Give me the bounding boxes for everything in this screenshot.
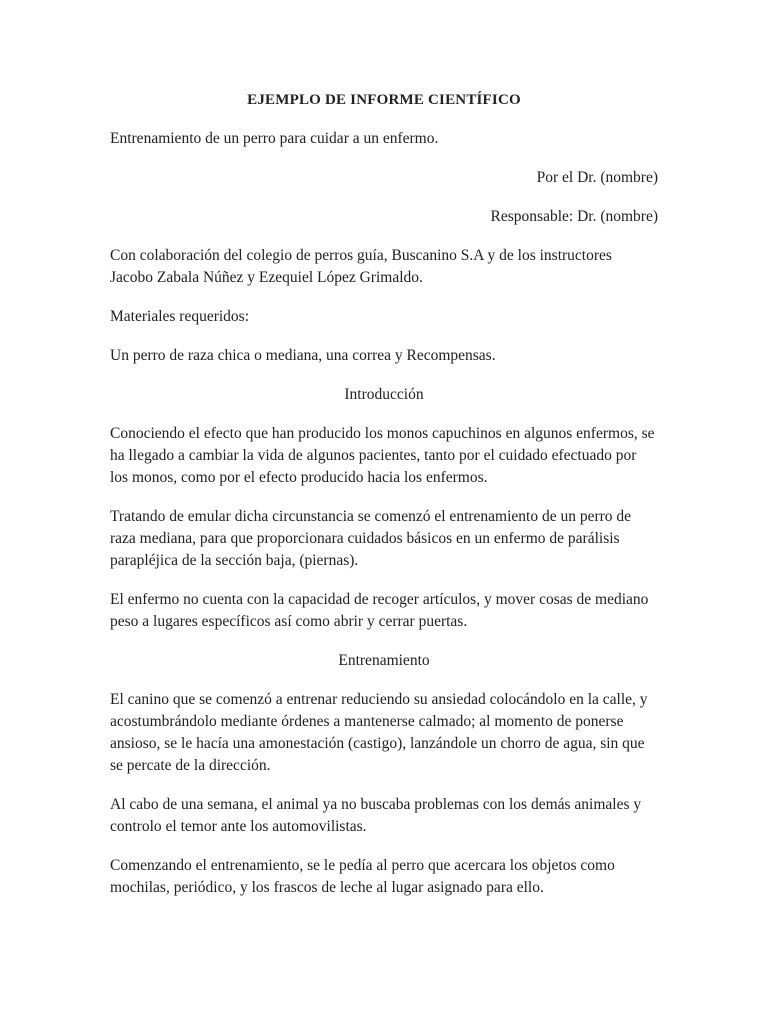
author-line: Por el Dr. (nombre) — [536, 169, 658, 186]
materials-label: Materiales requeridos: — [110, 308, 250, 325]
intro-paragraph-2: Tratando de emular dicha circunstancia se comenzó el entrenamiento de un perro de raza mediana, para que proporcionara cuidados básicos en un enfermo de parálisis parapléjica de la sección baja, (piernas). — [110, 508, 632, 569]
responsible-line: Responsable: Dr. (nombre) — [490, 208, 658, 225]
training-paragraph-1: El canino que se comenzó a entrenar reduciendo su ansiedad colocándolo en la calle, y acostumbrándolo mediante órdenes a mantenerse calmado; al momento de ponerse ansioso, se le hacía una amonestación (castigo), lanzándole un chorro de agua, sin que se percate de la dirección. — [110, 691, 648, 774]
intro-paragraph-1: Conociendo el efecto que han producido los monos capuchinos en algunos enfermos, se ha llegado a cambiar la vida de algunos pacientes, tanto por el cuidado efectuado por los monos, como por el efecto producido hacia los enfermos. — [110, 425, 655, 486]
document-body — [110, 89, 658, 916]
training-heading: Entrenamiento — [338, 652, 430, 669]
materials-text: Un perro de raza chica o mediana, una correa y Recompensas. — [110, 347, 496, 364]
training-paragraph-2: Al cabo de una semana, el animal ya no buscaba problemas con los demás animales y controlo el temor ante los automovilistas. — [110, 796, 642, 835]
training-paragraph-3: Comenzando el entrenamiento, se le pedía al perro que acercara los objetos como mochilas, periódico, y los frascos de leche al lugar asignado para ello. — [110, 857, 615, 896]
intro-paragraph-3: El enfermo no cuenta con la capacidad de recoger artículos, y mover cosas de mediano peso a lugares específicos así como abrir y cerrar puertas. — [110, 591, 649, 630]
collaboration-paragraph: Con colaboración del colegio de perros guía, Buscanino S.A y de los instructores Jacobo Zabala Núñez y Ezequiel López Grimaldo. — [110, 247, 612, 286]
document-title: EJEMPLO DE INFORME CIENTÍFICO — [247, 92, 521, 108]
document-subtitle: Entrenamiento de un perro para cuidar a un enfermo. — [110, 130, 439, 147]
intro-heading: Introducción — [344, 386, 424, 403]
